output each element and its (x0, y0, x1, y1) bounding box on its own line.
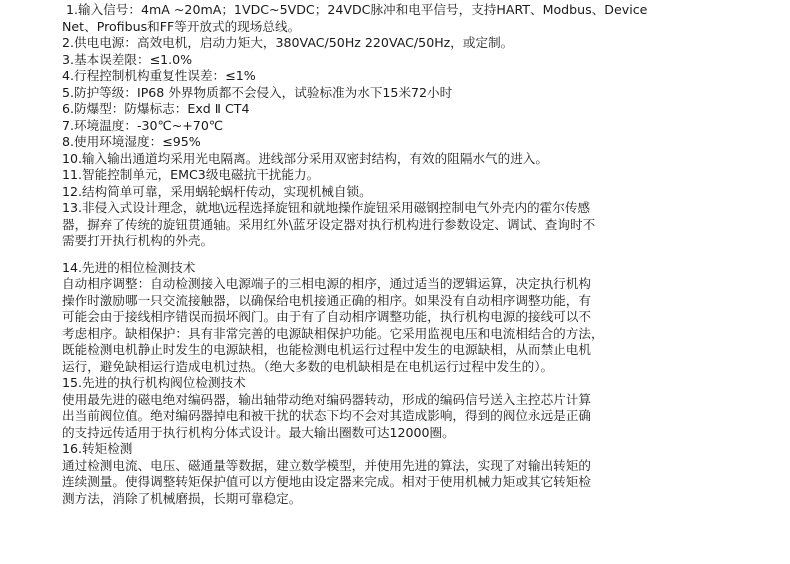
section-line: 的支持远传适用于执行机构分体式设计。最大输出圈数可达12000圈。 (62, 424, 455, 440)
section-line: 出当前阀位值。绝对编码器掉电和被干扰的状态下均不会对其造成影响，得到的阀位永远是正确 (62, 408, 591, 423)
spec-item-5 (62, 85, 762, 102)
spec-line: 10.输入输出通道均采用光电隔离。进线部分采用双密封结构，有效的阻隔水气的进入。 (62, 150, 548, 166)
spec-line: 2.供电电源：高效电机，启动力矩大，380VAC/50Hz 220VAC/50Hz，或定制。 (62, 35, 514, 50)
section-line: 连续测量。使得调整转矩保护值可以方便地由设定器来完成。相对于使用机械力矩或其它转矩检 (62, 474, 591, 489)
spec-item-2 (62, 35, 762, 52)
section-phase-detection (62, 260, 762, 376)
spec-item-13 (62, 200, 762, 250)
spec-line: 需要打开执行机构的外壳。 (62, 233, 214, 248)
spec-item-8 (62, 134, 762, 151)
section-gap (62, 250, 762, 260)
spec-line: 5.防护等级：IP68 外界物质都不会侵入，试验标准为水下15米72小时 (62, 84, 453, 100)
section-line: 使用最先进的磁电绝对编码器，输出轴带动绝对编码器转动，形成的编码信号送入主控芯片计算 (62, 391, 591, 407)
spec-line: 12.结构简单可靠，采用蜗轮蜗杆传动，实现机械自锁。 (62, 183, 372, 199)
section-line: 考虑相序。缺相保护：具有非常完善的电源缺相保护功能。它采用监视电压和电流相结合的方法， (62, 325, 604, 341)
spec-line: 13.非侵入式设计理念，就地\远程选择旋钮和就地操作旋钮采用磁钢控制电气外壳内的霍尔传感 (62, 200, 591, 215)
section-line: 运行，避免缺相运行造成电机过热。（绝大多数的电机缺相是在电机运行过程中发生的）。 (62, 358, 554, 374)
section-heading: 15.先进的执行机构阀位检测技术 (62, 375, 246, 390)
section-line: 通过检测电流、电压、磁通量等数据，建立数学模型，并使用先进的算法，实现了对输出转矩的 (62, 457, 591, 473)
spec-line: Net、Profibus和FF等开放式的现场总线。 (62, 18, 301, 34)
document-body (62, 2, 762, 507)
section-torque-detection (62, 441, 762, 507)
section-valve-position (62, 375, 762, 441)
spec-item-11 (62, 167, 762, 184)
spec-line: 器，摒弃了传统的旋钮贯通轴。采用红外\蓝牙设定器对执行机构进行参数设定、调试、查询时不 (62, 216, 596, 232)
spec-line: 1.输入信号：4mA ~20mA；1VDC~5VDC；24VDC脉冲和电平信号，支持HART、Modbus、Device (66, 2, 648, 17)
spec-item-7 (62, 118, 762, 135)
spec-line: 6.防爆型：防爆标志：Exd Ⅱ CT4 (62, 101, 250, 116)
section-line: 既能检测电机静止时发生的电源缺相，也能检测电机运行过程中发生的电源缺相，从而禁止电机 (62, 342, 591, 357)
section-heading: 14.先进的相位检测技术 (62, 259, 196, 275)
section-heading: 16.转矩检测 (62, 441, 133, 456)
section-line: 测方法，消除了机械磨损，长期可靠稳定。 (62, 490, 302, 506)
section-line: 自动相序调整：自动检测接入电源端子的三相电源的相序，通过适当的逻辑运算，决定执行机构 (62, 276, 591, 291)
spec-line: 7.环境温度：-30℃~+70℃ (62, 117, 223, 133)
section-line: 可能会由于接线相序错误而损坏阀门。由于有了自动相序调整功能，执行机构电源的接线可以不 (62, 309, 591, 324)
spec-item-4 (62, 68, 762, 85)
spec-line: 11.智能控制单元，EMC3级电磁抗干扰能力。 (62, 167, 320, 182)
spec-line: 3.基本误差限：≤1.0% (62, 51, 193, 67)
spec-item-12 (62, 184, 762, 201)
spec-item-6 (62, 101, 762, 118)
spec-item-10 (62, 151, 762, 168)
spec-line: 8.使用环境湿度：≤95% (62, 134, 201, 149)
spec-line: 4.行程控制机构重复性误差：≤1% (62, 68, 256, 83)
section-line: 操作时激励哪一只交流接触器，以确保给电机接通正确的相序。如果没有自动相序调整功能，有 (62, 292, 591, 308)
spec-item-1 (62, 2, 762, 35)
spec-item-3 (62, 52, 762, 69)
